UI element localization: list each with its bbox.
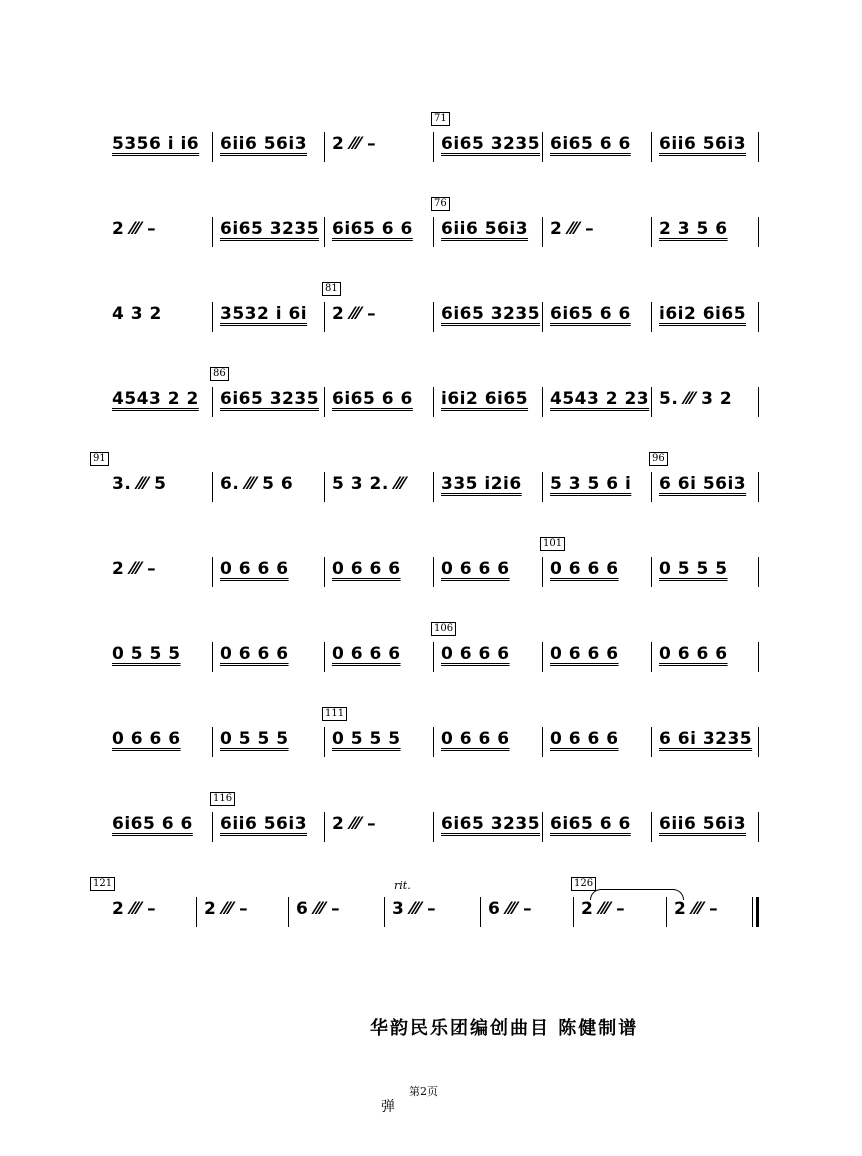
barline xyxy=(212,557,213,587)
measure xyxy=(216,638,324,678)
measure-notes: 0 6 6 6 xyxy=(441,729,510,749)
measure xyxy=(655,723,758,763)
barline xyxy=(324,557,325,587)
barline xyxy=(324,812,325,842)
barline xyxy=(758,387,759,417)
barline xyxy=(758,302,759,332)
measure xyxy=(655,128,758,168)
barline xyxy=(324,727,325,757)
measure xyxy=(437,468,542,508)
barline xyxy=(666,897,667,927)
measure xyxy=(200,893,288,933)
measure xyxy=(484,893,573,933)
barline xyxy=(212,217,213,247)
barline xyxy=(212,812,213,842)
measure-notes: i6i2 6i65 xyxy=(659,304,747,324)
measure xyxy=(546,213,651,253)
measure xyxy=(216,213,324,253)
measure-notes: 3 ⁄⁄⁄ – xyxy=(392,899,437,919)
measure-notes: 6ii6 56i3 xyxy=(220,134,308,154)
barline xyxy=(542,472,543,502)
score-system xyxy=(93,878,768,933)
barline xyxy=(758,217,759,247)
measure-notes: 0 6 6 6 xyxy=(220,644,289,664)
barline xyxy=(433,727,434,757)
measure-notes: 0 6 6 6 xyxy=(550,729,619,749)
barline xyxy=(758,727,759,757)
measure-notes: 6i65 6 6 xyxy=(112,814,193,834)
measure-notes: 5 3 2. ⁄⁄⁄ xyxy=(332,474,406,494)
barline xyxy=(573,897,574,927)
measure xyxy=(216,553,324,593)
score-system xyxy=(93,453,768,508)
measure-notes: 335 i2i6 xyxy=(441,474,522,494)
measure xyxy=(546,128,651,168)
measure xyxy=(108,468,212,508)
measure-notes: 6 6i 3235 xyxy=(659,729,753,749)
barline xyxy=(433,642,434,672)
measure xyxy=(652,453,758,508)
measure-notes: 6. ⁄⁄⁄ 5 6 xyxy=(220,474,294,494)
measure-notes: 2 3 5 6 xyxy=(659,219,728,239)
barline xyxy=(651,642,652,672)
measure-notes: 4 3 2 xyxy=(112,304,162,324)
measure-number: 116 xyxy=(210,792,235,806)
measure xyxy=(108,298,212,338)
barline xyxy=(651,727,652,757)
barline xyxy=(433,557,434,587)
barline xyxy=(433,812,434,842)
measure xyxy=(108,638,212,678)
measure xyxy=(434,198,542,253)
barline xyxy=(324,302,325,332)
measure xyxy=(108,723,212,763)
barline xyxy=(758,472,759,502)
barline xyxy=(433,472,434,502)
measure-notes: 6i65 3235 xyxy=(441,134,541,154)
barline xyxy=(542,302,543,332)
measure-notes: 0 6 6 6 xyxy=(332,559,401,579)
measure-notes: 2 ⁄⁄⁄ – xyxy=(112,899,157,919)
measure-number: 96 xyxy=(649,452,668,466)
barline xyxy=(324,217,325,247)
barline xyxy=(651,217,652,247)
measure-notes: 3532 i 6i xyxy=(220,304,308,324)
measure-number: 81 xyxy=(322,282,341,296)
measure xyxy=(543,538,651,593)
measure-notes: 6i65 6 6 xyxy=(550,304,631,324)
measure xyxy=(328,808,433,848)
measure xyxy=(328,553,433,593)
measure xyxy=(655,383,758,423)
barline xyxy=(651,302,652,332)
barline xyxy=(212,132,213,162)
barline xyxy=(651,387,652,417)
measure-number: 106 xyxy=(431,622,456,636)
measure xyxy=(325,283,433,338)
measure xyxy=(216,128,324,168)
measure xyxy=(437,723,542,763)
measure-notes: 6ii6 56i3 xyxy=(659,134,747,154)
barline xyxy=(542,217,543,247)
measure-notes: 0 6 6 6 xyxy=(550,559,619,579)
measure xyxy=(546,723,651,763)
measure-notes: 6i65 6 6 xyxy=(332,389,413,409)
tie-arc xyxy=(590,889,684,900)
measure xyxy=(292,893,384,933)
barline xyxy=(433,302,434,332)
barline xyxy=(212,642,213,672)
measure xyxy=(434,623,542,678)
measure-notes: 6i65 6 6 xyxy=(332,219,413,239)
measure xyxy=(437,298,542,338)
measure-notes: 6ii6 56i3 xyxy=(441,219,529,239)
barline xyxy=(758,132,759,162)
barline xyxy=(542,812,543,842)
measure xyxy=(213,793,324,848)
measure-notes: 5356 i i6 xyxy=(112,134,200,154)
measure-notes: 4543 2 2 xyxy=(112,389,199,409)
barline xyxy=(542,557,543,587)
score-system xyxy=(108,623,768,678)
measure xyxy=(655,553,758,593)
measure xyxy=(108,893,196,933)
measure xyxy=(328,128,433,168)
barline xyxy=(433,217,434,247)
barline xyxy=(758,812,759,842)
barline xyxy=(758,642,759,672)
measure-notes: 4543 2 23 xyxy=(550,389,650,409)
measure xyxy=(655,298,758,338)
measure xyxy=(108,383,212,423)
barline xyxy=(758,557,759,587)
measure-notes: 0 6 6 6 xyxy=(332,644,401,664)
score-system xyxy=(108,708,768,763)
measure xyxy=(546,383,651,423)
measure-notes: 2 ⁄⁄⁄ – xyxy=(581,899,626,919)
measure xyxy=(325,708,433,763)
barline xyxy=(651,472,652,502)
measure-number: 111 xyxy=(322,707,347,721)
measure-number: 71 xyxy=(431,112,450,126)
measure-notes: 6i65 3235 xyxy=(441,814,541,834)
measure-notes: 6ii6 56i3 xyxy=(220,814,308,834)
measure xyxy=(108,128,212,168)
measure xyxy=(216,468,324,508)
measure-notes: 5. ⁄⁄⁄ 3 2 xyxy=(659,389,733,409)
barline xyxy=(651,132,652,162)
measure-notes: 3. ⁄⁄⁄ 5 xyxy=(112,474,167,494)
measure xyxy=(216,298,324,338)
score-system xyxy=(108,113,768,168)
measure-notes: 6 ⁄⁄⁄ – xyxy=(296,899,341,919)
measure-number: 126 xyxy=(571,877,596,891)
measure-number: 91 xyxy=(90,452,109,466)
measure-notes: 0 6 6 6 xyxy=(550,644,619,664)
measure xyxy=(655,213,758,253)
measure-notes: i6i2 6i65 xyxy=(441,389,529,409)
measure-notes: 0 6 6 6 xyxy=(220,559,289,579)
measure-notes: 2 ⁄⁄⁄ – xyxy=(112,219,157,239)
barline xyxy=(433,132,434,162)
final-barline-thin xyxy=(752,897,753,927)
score-system xyxy=(108,198,768,253)
measure-notes: 2 ⁄⁄⁄ – xyxy=(332,304,377,324)
measure-notes: 6i65 3235 xyxy=(220,219,320,239)
barline xyxy=(542,387,543,417)
measure xyxy=(213,368,324,423)
measure xyxy=(546,298,651,338)
barline xyxy=(212,727,213,757)
footer-character: 弹 xyxy=(381,1099,395,1115)
barline xyxy=(196,897,197,927)
measure-notes: 0 6 6 6 xyxy=(112,729,181,749)
measure-notes: 2 ⁄⁄⁄ – xyxy=(674,899,719,919)
barline xyxy=(324,387,325,417)
barline xyxy=(542,727,543,757)
score-system xyxy=(108,283,768,338)
measure-notes: 2 ⁄⁄⁄ – xyxy=(332,134,377,154)
barline xyxy=(212,387,213,417)
measure xyxy=(328,638,433,678)
measure-notes: 6i65 3235 xyxy=(220,389,320,409)
measure-notes: 6i65 6 6 xyxy=(550,814,631,834)
measure xyxy=(108,213,212,253)
measure-notes: 0 5 5 5 xyxy=(332,729,401,749)
barline xyxy=(542,132,543,162)
measure xyxy=(437,808,542,848)
measure-notes: 2 ⁄⁄⁄ – xyxy=(112,559,157,579)
measure xyxy=(655,808,758,848)
measure-notes: 0 5 5 5 xyxy=(220,729,289,749)
barline xyxy=(212,302,213,332)
measure xyxy=(328,383,433,423)
score-system xyxy=(108,368,768,423)
barline xyxy=(384,897,385,927)
measure-number: 86 xyxy=(210,367,229,381)
measure-notes: 0 5 5 5 xyxy=(112,644,181,664)
barline xyxy=(651,557,652,587)
measure-notes: 0 6 6 6 xyxy=(441,559,510,579)
measure-number: 101 xyxy=(540,537,565,551)
barline xyxy=(324,642,325,672)
barline xyxy=(324,472,325,502)
measure-notes: 5 3 5 6 i xyxy=(550,474,632,494)
measure-notes: 6i65 6 6 xyxy=(550,134,631,154)
barline xyxy=(212,472,213,502)
score-system xyxy=(108,793,768,848)
measure xyxy=(328,213,433,253)
measure xyxy=(546,808,651,848)
tempo-marking: rit. xyxy=(394,879,411,892)
measure-notes: 6 ⁄⁄⁄ – xyxy=(488,899,533,919)
credit-line: 华韵民乐团编创曲目 陈健制谱 xyxy=(370,1018,639,1039)
measure xyxy=(388,879,480,933)
score-system xyxy=(108,538,768,593)
measure-notes: 6i65 3235 xyxy=(441,304,541,324)
measure xyxy=(434,113,542,168)
page-number: 第2页 xyxy=(409,1085,438,1098)
barline xyxy=(542,642,543,672)
barline xyxy=(324,132,325,162)
measure-number: 121 xyxy=(90,877,115,891)
measure-notes: 0 6 6 6 xyxy=(659,644,728,664)
measure xyxy=(437,553,542,593)
final-barline xyxy=(756,897,759,927)
measure xyxy=(546,638,651,678)
measure xyxy=(328,468,433,508)
measure-notes: 2 ⁄⁄⁄ – xyxy=(550,219,595,239)
measure-notes: 0 5 5 5 xyxy=(659,559,728,579)
measure xyxy=(546,468,651,508)
barline xyxy=(480,897,481,927)
measure-notes: 0 6 6 6 xyxy=(441,644,510,664)
measure-notes: 6 6i 56i3 xyxy=(659,474,747,494)
barline xyxy=(433,387,434,417)
measure xyxy=(655,638,758,678)
measure-notes: 6ii6 56i3 xyxy=(659,814,747,834)
measure xyxy=(108,808,212,848)
measure xyxy=(437,383,542,423)
measure-notes: 2 ⁄⁄⁄ – xyxy=(204,899,249,919)
measure xyxy=(108,553,212,593)
measure-notes: 2 ⁄⁄⁄ – xyxy=(332,814,377,834)
measure xyxy=(216,723,324,763)
measure-number: 76 xyxy=(431,197,450,211)
barline xyxy=(651,812,652,842)
barline xyxy=(288,897,289,927)
